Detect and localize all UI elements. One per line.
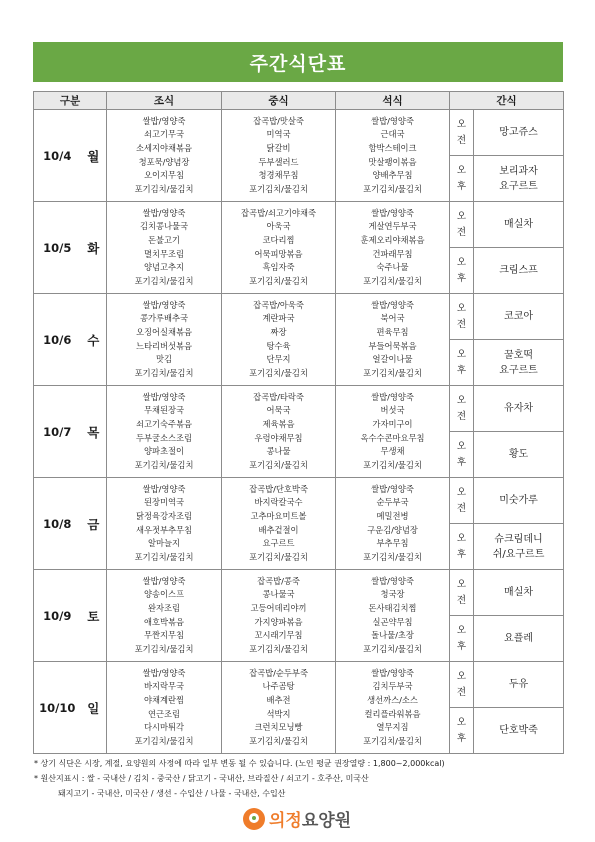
day-date: 10/4: [34, 110, 81, 202]
menu-line: 얼갈이나물: [372, 354, 413, 365]
menu-line: 쌀밥/영양죽: [371, 391, 414, 402]
menu-line: 함박스테이크: [368, 142, 417, 153]
menu-line: 숙주나물: [376, 262, 409, 273]
table-row: [34, 110, 564, 156]
menu-line: 쌀밥/영양죽: [371, 575, 414, 586]
menu-line: 황도: [508, 449, 529, 460]
menu-line: 오: [456, 532, 467, 544]
snack-pm: [474, 432, 564, 478]
menu-line: 후: [456, 364, 467, 376]
menu-line: 돈사태김치찜: [368, 602, 417, 613]
header-breakfast: 조식: [107, 92, 222, 110]
menu-line: 근대국: [380, 129, 405, 140]
snack-time-am: [450, 662, 474, 708]
menu-line: 맛살팽이볶음: [368, 156, 417, 167]
menu-line: 애호박볶음: [143, 616, 185, 627]
header-dinner: 석식: [336, 92, 450, 110]
menu-line: 요구르트: [262, 538, 295, 549]
table-row: [34, 662, 564, 708]
snack-time-pm: [450, 340, 474, 386]
menu-line: 계란파국: [262, 313, 295, 324]
note-origin-cont: 돼지고기 - 국내산, 미국산 / 생선 - 수입산 / 나물 - 국내산, 수입산: [58, 789, 286, 798]
dinner-cell: [336, 662, 450, 754]
snack-time-pm: [450, 616, 474, 662]
menu-line: 오: [456, 486, 467, 498]
day-date: 10/5: [34, 202, 81, 294]
menu-line: 짜장: [270, 326, 287, 337]
menu-line: 쌀밥/영양죽: [371, 207, 414, 218]
snack-am: [474, 478, 564, 524]
page-title: 주간식단표: [33, 42, 563, 82]
menu-line: 오: [456, 624, 467, 636]
day-date: 10/7: [34, 386, 81, 478]
menu-line: 포기김치/물김치: [249, 735, 308, 746]
snack-time-pm: [450, 156, 474, 202]
breakfast-cell: [107, 294, 222, 386]
snack-pm: [474, 524, 564, 570]
table-row: [34, 202, 564, 248]
menu-line: 후: [456, 640, 467, 652]
weekly-menu-table: [33, 91, 564, 754]
menu-line: 잡곡밥/콩죽: [257, 575, 300, 586]
menu-line: 돈불고기: [147, 234, 181, 245]
menu-line: 탕수육: [266, 340, 291, 351]
menu-line: 오: [456, 164, 467, 176]
menu-line: 컬리플라워볶음: [364, 708, 421, 719]
logo-mark-icon: [243, 808, 265, 830]
menu-line: 쌀밥/영양죽: [142, 391, 186, 402]
note-origin: * 원산지표시 : 쌀 - 국내산 / 김치 - 중국산 / 닭고기 - 국내산, 브라질산 / 쇠고기 - 호주산, 미국산: [34, 774, 369, 783]
dinner-cell: [336, 478, 450, 570]
menu-line: 바지락칼국수: [254, 497, 303, 508]
menu-line: 포기김치/물김치: [363, 551, 422, 562]
menu-line: 고추마요미트볼: [250, 510, 307, 521]
day-date: 10/9: [34, 570, 81, 662]
menu-line: 다시마튀각: [143, 722, 185, 733]
snack-am: [474, 110, 564, 156]
menu-line: 오: [456, 348, 467, 360]
menu-line: 멸치무조림: [143, 248, 185, 259]
menu-line: 무짠지무침: [143, 630, 185, 641]
menu-line: 옥수수콘마요무침: [360, 432, 425, 443]
menu-line: 코코아: [504, 311, 534, 322]
menu-line: 새우젓부추무침: [135, 524, 193, 535]
menu-line: 오: [456, 440, 467, 452]
nursing-home-logo: [243, 806, 351, 831]
menu-line: 콩가루배추국: [139, 313, 189, 324]
menu-line: 쌀밥/영양죽: [371, 667, 414, 678]
table-row: [34, 478, 564, 524]
menu-line: 전: [456, 410, 467, 422]
footnotes: [34, 756, 564, 801]
lunch-cell: [222, 110, 336, 202]
breakfast-cell: [107, 662, 222, 754]
menu-line: 쇠고기숙주볶음: [135, 418, 193, 429]
menu-line: 포기김치/물김치: [134, 459, 194, 470]
menu-line: 포기김치/물김치: [363, 459, 422, 470]
menu-line: 포기김치/물김치: [134, 275, 194, 286]
menu-line: 무채된장국: [143, 405, 185, 416]
dinner-cell: [336, 570, 450, 662]
menu-line: 게살연두부국: [368, 221, 417, 232]
header-snack: 간식: [450, 92, 564, 110]
lunch-cell: [222, 294, 336, 386]
day-weekday: 수: [81, 294, 107, 386]
header-lunch: 중식: [222, 92, 336, 110]
menu-line: 가지양파볶음: [254, 616, 303, 627]
snack-am: [474, 386, 564, 432]
menu-line: 두부샐러드: [258, 156, 299, 167]
day-date: 10/6: [34, 294, 81, 386]
menu-line: 실곤약무침: [372, 616, 413, 627]
menu-line: 닭갈비: [266, 142, 291, 153]
snack-time-pm: [450, 524, 474, 570]
menu-line: 후: [456, 180, 467, 192]
day-weekday: 월: [81, 110, 107, 202]
menu-line: 청경채무침: [258, 170, 299, 181]
menu-line: 배추겉절이: [258, 524, 299, 535]
menu-line: 요구르트: [499, 180, 538, 192]
menu-line: 쌀밥/영양죽: [142, 667, 186, 678]
menu-line: 오이지무침: [143, 170, 185, 181]
snack-pm: [474, 340, 564, 386]
menu-line: 콩나물국: [262, 589, 295, 600]
menu-line: 오: [456, 302, 467, 314]
menu-line: 어묵국: [266, 405, 291, 416]
menu-line: 닭정육강자조림: [135, 510, 193, 521]
lunch-cell: [222, 202, 336, 294]
menu-line: 부추무침: [376, 538, 409, 549]
breakfast-cell: [107, 478, 222, 570]
day-weekday: 금: [81, 478, 107, 570]
menu-line: 포기김치/물김치: [249, 551, 308, 562]
menu-line: 가자미구이: [372, 418, 413, 429]
menu-line: 아욱국: [266, 221, 291, 232]
menu-line: 쌀밥/영양죽: [371, 299, 414, 310]
menu-line: 버섯국: [380, 405, 405, 416]
menu-line: 김치두부국: [372, 681, 413, 692]
menu-line: 쌀밥/영양죽: [371, 115, 414, 126]
menu-line: 포기김치/물김치: [249, 275, 308, 286]
menu-line: 무생채: [380, 446, 405, 457]
menu-line: 쌀밥/영양죽: [142, 483, 186, 494]
menu-line: 완자조림: [147, 602, 181, 613]
snack-time-am: [450, 386, 474, 432]
menu-line: 나주곰탕: [262, 681, 295, 692]
snack-am: [474, 570, 564, 616]
table-header-row: [34, 92, 564, 110]
menu-line: 전: [456, 594, 467, 606]
snack-time-am: [450, 294, 474, 340]
menu-line: 쇠고기무국: [143, 129, 185, 140]
menu-line: 포기김치/물김치: [249, 643, 308, 654]
menu-line: 전: [456, 502, 467, 514]
menu-line: 오: [456, 394, 467, 406]
menu-line: 콩나물: [266, 446, 291, 457]
dinner-cell: [336, 294, 450, 386]
menu-line: 미숫가루: [499, 495, 538, 506]
menu-line: 포기김치/물김치: [134, 367, 194, 378]
dinner-cell: [336, 386, 450, 478]
menu-line: 연근조림: [147, 708, 181, 719]
menu-line: 청포묵/양념장: [138, 156, 190, 167]
snack-pm: [474, 616, 564, 662]
note-menu-change: * 상기 식단은 시장, 계절, 요양원의 사정에 따라 일부 변동 될 수 있습니다. (노인 평균 권장열량 : 1,800~2,000kcal): [34, 759, 445, 768]
menu-line: 전: [456, 226, 467, 238]
menu-line: 구운김/양념장: [367, 524, 418, 535]
day-weekday: 화: [81, 202, 107, 294]
menu-line: 전: [456, 134, 467, 146]
menu-line: 쌀밥/영양죽: [142, 299, 186, 310]
menu-line: 슈크림데니: [494, 533, 543, 545]
menu-line: 포기김치/물김치: [134, 183, 194, 194]
menu-line: 양배추무침: [372, 170, 413, 181]
menu-line: 오: [456, 256, 467, 268]
snack-time-am: [450, 570, 474, 616]
table-row: [34, 570, 564, 616]
menu-line: 배추전: [266, 694, 291, 705]
menu-line: 잡곡밥/단호박죽: [249, 483, 308, 494]
snack-time-am: [450, 202, 474, 248]
menu-line: 포기김치/물김치: [363, 367, 422, 378]
menu-line: 편육무침: [376, 326, 409, 337]
menu-line: 오징어실채볶음: [135, 326, 193, 337]
menu-line: 코다리찜: [262, 234, 295, 245]
menu-line: 오: [456, 670, 467, 682]
menu-line: 알마늘지: [147, 538, 181, 549]
breakfast-cell: [107, 570, 222, 662]
menu-line: 포기김치/물김치: [134, 735, 194, 746]
menu-line: 오: [456, 118, 467, 130]
menu-line: 생선까스/소스: [367, 694, 418, 705]
table-row: [34, 386, 564, 432]
menu-line: 포기김치/물김치: [134, 643, 194, 654]
menu-line: 단호박죽: [499, 725, 538, 736]
menu-line: 보리과자: [499, 165, 538, 177]
day-weekday: 목: [81, 386, 107, 478]
menu-line: 쌀밥/영양죽: [142, 207, 186, 218]
menu-line: 열무지짐: [376, 722, 409, 733]
menu-line: 잡곡밥/아욱죽: [253, 299, 304, 310]
day-weekday: 일: [81, 662, 107, 754]
menu-line: 양파초절이: [143, 446, 185, 457]
menu-line: 느타리버섯볶음: [135, 340, 193, 351]
snack-time-pm: [450, 432, 474, 478]
dinner-cell: [336, 110, 450, 202]
menu-line: 후: [456, 456, 467, 468]
menu-line: 매실차: [504, 219, 534, 230]
menu-line: 포기김치/물김치: [363, 183, 422, 194]
lunch-cell: [222, 662, 336, 754]
menu-line: 쌀밥/영양죽: [142, 575, 186, 586]
lunch-cell: [222, 386, 336, 478]
snack-am: [474, 202, 564, 248]
day-date: 10/10: [34, 662, 81, 754]
menu-line: 크런치모닝빵: [254, 722, 303, 733]
menu-line: 흑임자죽: [262, 262, 295, 273]
menu-line: 건파래무침: [372, 248, 413, 259]
snack-am: [474, 294, 564, 340]
lunch-cell: [222, 570, 336, 662]
snack-pm: [474, 156, 564, 202]
menu-line: 후: [456, 732, 467, 744]
menu-line: 망고쥬스: [499, 127, 538, 138]
menu-line: 오: [456, 210, 467, 222]
menu-line: 포기김치/물김치: [363, 735, 422, 746]
menu-line: 북어국: [380, 313, 405, 324]
day-date: 10/8: [34, 478, 81, 570]
snack-pm: [474, 708, 564, 754]
menu-line: 부들어묵볶음: [368, 340, 417, 351]
menu-line: 포기김치/물김치: [363, 643, 422, 654]
menu-line: 김치콩나물국: [139, 221, 189, 232]
menu-line: 돌나물/초장: [371, 630, 414, 641]
snack-time-am: [450, 110, 474, 156]
day-weekday: 토: [81, 570, 107, 662]
menu-line: 꿀호떡: [504, 349, 534, 361]
menu-line: 고등어데리야끼: [250, 602, 307, 613]
breakfast-cell: [107, 386, 222, 478]
dinner-cell: [336, 202, 450, 294]
menu-line: 양념고추지: [143, 262, 185, 273]
menu-line: 전: [456, 318, 467, 330]
menu-line: 두부굴소스조림: [135, 432, 193, 443]
menu-line: 잡곡밥/쇠고기야채죽: [241, 207, 316, 218]
menu-line: 야채계란찜: [143, 694, 185, 705]
menu-line: 쌀밥/영양죽: [371, 483, 414, 494]
snack-pm: [474, 248, 564, 294]
menu-line: 포기김치/물김치: [249, 367, 308, 378]
menu-line: 양송이스프: [143, 589, 185, 600]
menu-line: 쌀밥/영양죽: [142, 115, 186, 126]
menu-line: 전: [456, 686, 467, 698]
menu-line: 포기김치/물김치: [134, 551, 194, 562]
menu-line: 크림스프: [499, 265, 538, 276]
menu-line: 순두부국: [376, 497, 409, 508]
lunch-cell: [222, 478, 336, 570]
menu-line: 석박지: [266, 708, 291, 719]
header-category: 구분: [34, 92, 107, 110]
menu-line: 소세지야채볶음: [135, 142, 193, 153]
breakfast-cell: [107, 202, 222, 294]
breakfast-cell: [107, 110, 222, 202]
menu-line: 두유: [508, 679, 529, 690]
menu-line: 잡곡밥/맛살죽: [253, 115, 304, 126]
snack-time-pm: [450, 708, 474, 754]
menu-line: 후: [456, 548, 467, 560]
snack-time-pm: [450, 248, 474, 294]
menu-line: 된장미역국: [143, 497, 185, 508]
menu-line: 우렁야채무침: [254, 432, 303, 443]
menu-line: 미역국: [266, 129, 291, 140]
menu-line: 맛김: [156, 354, 173, 365]
menu-line: 꼬시래기무침: [254, 630, 303, 641]
menu-line: 잡곡밥/순두부죽: [249, 667, 308, 678]
menu-line: 오: [456, 716, 467, 728]
menu-line: 요구르트: [499, 364, 538, 376]
menu-line: 포기김치/물김치: [249, 459, 308, 470]
menu-line: 포기김치/물김치: [249, 183, 308, 194]
menu-line: 포기김치/물김치: [363, 275, 422, 286]
menu-line: 잡곡밥/타락죽: [253, 391, 304, 402]
snack-time-am: [450, 478, 474, 524]
menu-line: 오: [456, 578, 467, 590]
menu-line: 어묵피망볶음: [254, 248, 303, 259]
logo-text: 의정요양원: [269, 811, 352, 831]
snack-am: [474, 662, 564, 708]
menu-line: 단무지: [266, 354, 291, 365]
table-row: [34, 294, 564, 340]
menu-line: 요플레: [504, 633, 534, 644]
menu-line: 매실차: [504, 587, 534, 598]
menu-line: 제육볶음: [262, 418, 295, 429]
menu-line: 유자차: [504, 403, 534, 414]
menu-line: 훈제오리야채볶음: [360, 234, 425, 245]
menu-line: 메밀전병: [376, 510, 409, 521]
menu-line: 후: [456, 272, 467, 284]
menu-line: 청국장: [380, 589, 405, 600]
menu-line: 바지락무국: [143, 681, 185, 692]
menu-line: 쉬/요구르트: [492, 548, 545, 560]
